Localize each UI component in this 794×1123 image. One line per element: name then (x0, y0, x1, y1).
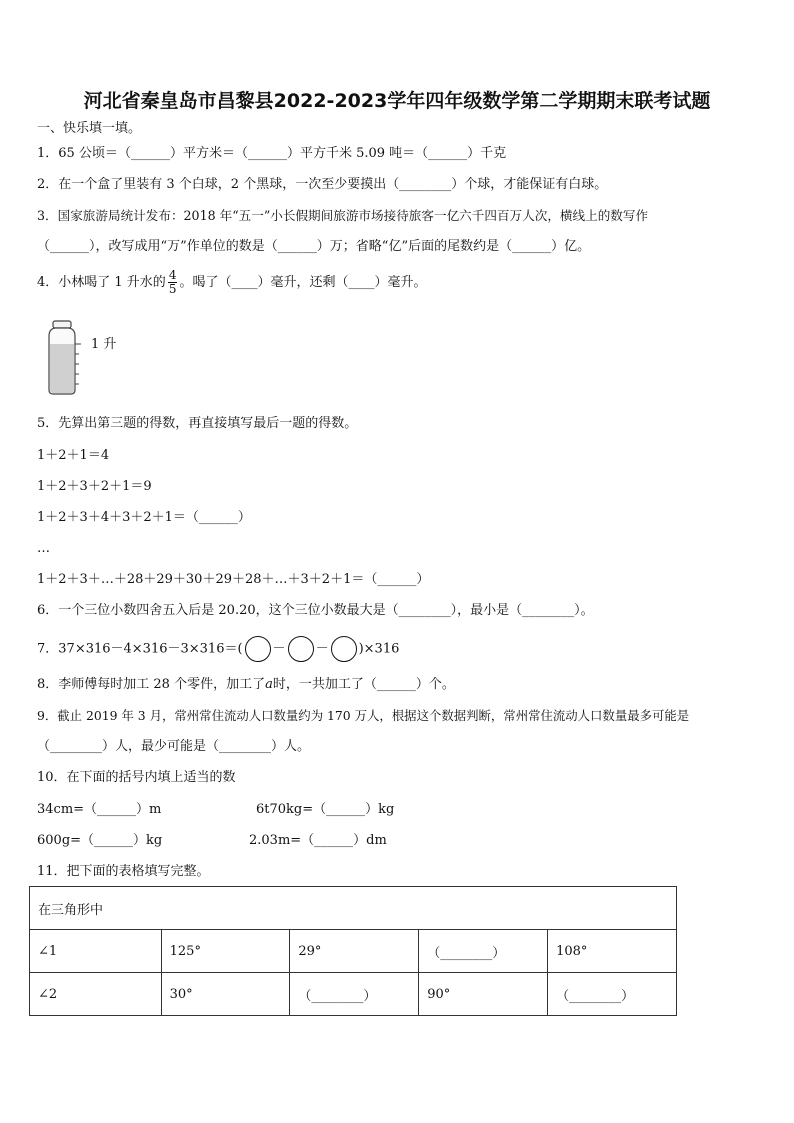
question-1: 1．65 公顷＝（______）平方米＝（______）平方千米 5.09 吨＝（______）千克 (37, 146, 507, 161)
question-7-text-pre: 7．37×316－4×316－3×316＝( (37, 641, 243, 657)
table-row (30, 930, 677, 973)
question-8-text-pre: 8．李师傅每时加工 28 个零件，加工了 (37, 677, 266, 692)
section-heading: 一、快乐填一填。 (37, 121, 142, 136)
question-10-a: 34cm=（______）m (37, 802, 162, 817)
question-9-line-1: 9．截止 2019 年 3 月，常州常住流动人口数量约为 170 万人，根据这个数据判断，常州常住流动人口数量最多可能是 (37, 708, 690, 723)
table-cell-blank[interactable]: （________） (419, 930, 548, 973)
page-title: 河北省秦皇岛市昌黎县2022-2023学年四年级数学第二学期期末联考试题 (83, 90, 711, 112)
question-10-c: 600g=（______）kg (37, 833, 163, 848)
table-cell-blank[interactable]: （________） (290, 973, 419, 1016)
question-4 (37, 266, 426, 300)
question-10-d: 2.03m=（______）dm (249, 833, 387, 848)
water-bottle-icon (44, 320, 124, 400)
angle-table (29, 886, 677, 1016)
question-6: 6．一个三位小数四舍五入后是 20.20，这个三位小数最大是（________），最小是（________）。 (37, 603, 594, 618)
question-5-line-4: … (37, 541, 50, 556)
question-4-text-post: 。喝了（____）毫升，还剩（____）毫升。 (179, 275, 427, 290)
question-10: 10．在下面的括号内填上适当的数 (37, 770, 236, 785)
minus-sign: － (272, 641, 286, 657)
question-5-line-3: 1＋2＋3＋4＋3＋2＋1＝（______） (37, 510, 251, 525)
answer-circle[interactable] (331, 636, 357, 662)
question-10-b: 6t70kg=（______）kg (256, 802, 395, 817)
question-11: 11．把下面的表格填写完整。 (37, 864, 210, 879)
fraction-denominator: 5 (168, 282, 177, 296)
question-9-line-2: （________）人，最少可能是（________）人。 (37, 739, 311, 754)
fraction (168, 269, 178, 296)
question-7-text-post: )×316 (358, 641, 400, 657)
question-5-line-1: 1＋2＋1＝4 (37, 448, 110, 463)
question-8 (37, 676, 455, 694)
table-cell: 125° (161, 930, 290, 973)
table-cell-blank[interactable]: （________） (548, 973, 677, 1016)
question-5-line-2: 1＋2＋3＋2＋1＝9 (37, 479, 152, 494)
table-cell: 108° (548, 930, 677, 973)
table-cell: 30° (161, 973, 290, 1016)
table-cell: ∠1 (30, 930, 162, 973)
question-8-text-post: 时，一共加工了（______）个。 (272, 677, 455, 692)
table-cell: ∠2 (30, 973, 162, 1016)
bottle-label: 1 升 (91, 337, 117, 352)
question-3-line-2: （______），改写成用“万”作单位的数是（______）万；省略“亿”后面的尾数约是（______）亿。 (37, 239, 591, 254)
question-7 (37, 636, 399, 663)
table-header: 在三角形中 (30, 887, 677, 930)
table-cell: 90° (419, 973, 548, 1016)
question-3-line-1: 3．国家旅游局统计发布：2018 年“五一”小长假期间旅游市场接待旅客一亿六千四百万人次，横线上的数写作 (37, 208, 649, 223)
minus-sign: － (315, 641, 329, 657)
answer-circle[interactable] (288, 636, 314, 662)
table-row (30, 973, 677, 1016)
bottle-illustration (44, 320, 124, 400)
table-cell: 29° (290, 930, 419, 973)
variable-a: a (265, 677, 273, 692)
question-5: 5．先算出第三题的得数，再直接填写最后一题的得数。 (37, 416, 358, 431)
question-4-text-pre: 4．小林喝了 1 升水的 (37, 275, 166, 290)
question-5-line-5: 1＋2＋3＋…＋28＋29＋30＋29＋28＋…＋3＋2＋1＝（______） (37, 572, 430, 587)
fraction-numerator: 4 (168, 268, 177, 282)
answer-circle[interactable] (245, 636, 271, 662)
question-2: 2．在一个盒了里装有 3 个白球，2 个黑球，一次至少要摸出（________）个球，才能保证有白球。 (37, 177, 608, 192)
table-header-row (30, 887, 677, 930)
